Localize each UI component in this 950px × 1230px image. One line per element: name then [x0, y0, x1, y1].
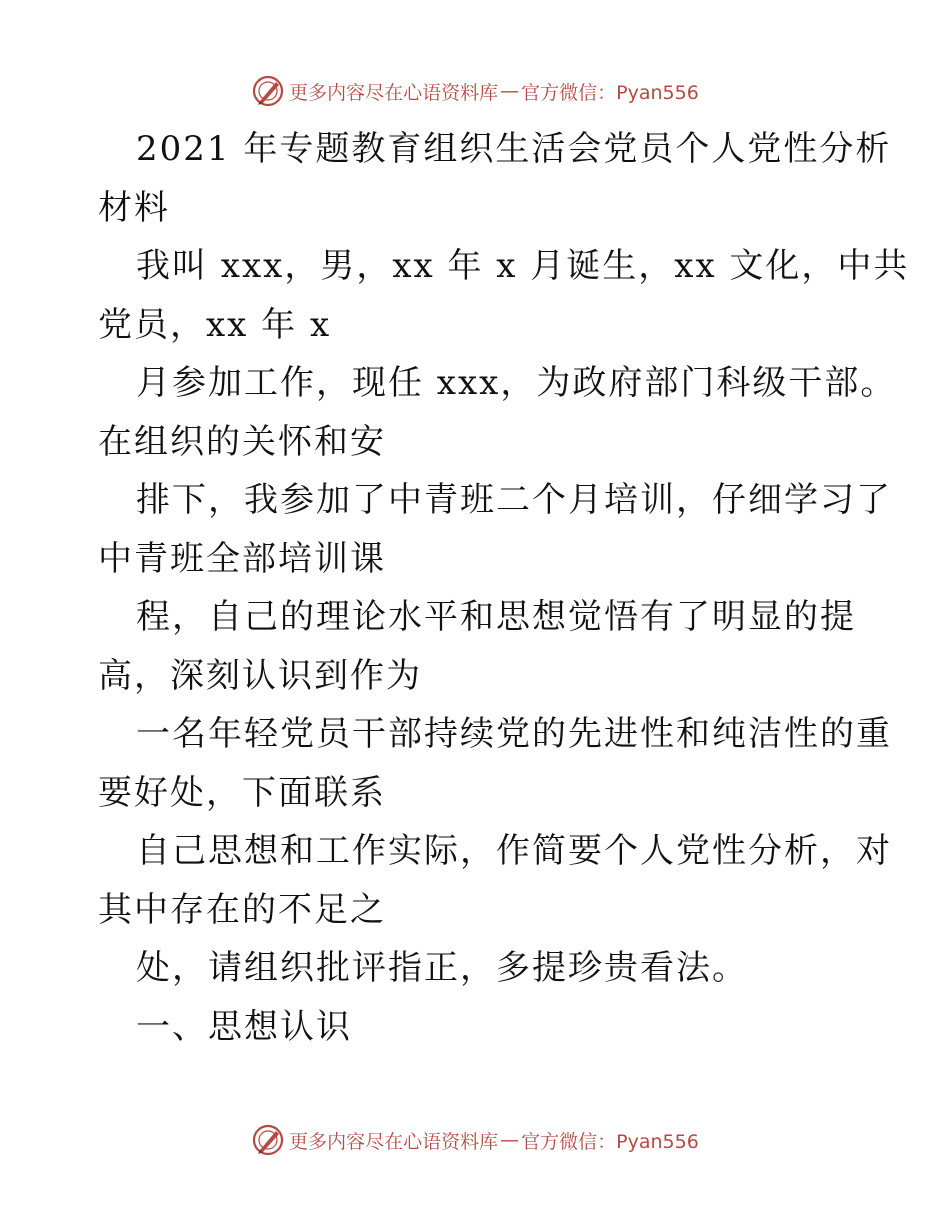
doc-line: 程，自己的理论水平和思想觉悟有了明显的提: [136, 597, 856, 637]
pen-logo-icon: [251, 1123, 285, 1157]
banner-separator: —: [500, 80, 520, 102]
banner-contact: 官方微信：Pyan556: [521, 81, 699, 104]
footer-watermark-banner: [0, 1120, 950, 1160]
section-heading: 一、思想认识: [136, 1006, 352, 1047]
doc-line: 高，深刻认识到作为: [98, 655, 422, 696]
doc-line: 材料: [98, 187, 170, 228]
doc-line: 自己思想和工作实际，作简要个人党性分析，对: [136, 831, 892, 871]
doc-line: 2021 年专题教育组织生活会党员个人党性分析: [136, 129, 892, 169]
doc-line: 排下，我参加了中青班二个月培训，仔细学习了: [136, 480, 892, 520]
banner-text: 更多内容尽在心语资料库: [289, 1130, 499, 1153]
doc-line: 党员，xx 年 x: [98, 304, 332, 345]
banner-separator: —: [500, 1129, 520, 1151]
doc-line: 要好处，下面联系: [98, 772, 386, 813]
doc-line: 处，请组织批评指正，多提珍贵看法。: [136, 948, 748, 988]
banner-text: 更多内容尽在心语资料库: [289, 81, 499, 104]
doc-line: 在组织的关怀和安: [98, 421, 386, 462]
banner-contact: 官方微信：Pyan556: [521, 1130, 699, 1153]
pen-logo-icon: [251, 74, 285, 108]
header-watermark-banner: [0, 71, 950, 111]
doc-line: 一名年轻党员干部持续党的先进性和纯洁性的重: [136, 714, 892, 754]
doc-line: 其中存在的不足之: [98, 889, 386, 930]
document-body: [98, 120, 910, 1056]
doc-line: 月参加工作，现任 xxx，为政府部门科级干部。: [136, 363, 897, 403]
doc-line: 中青班全部培训课: [98, 538, 386, 579]
doc-line: 我叫 xxx，男，xx 年 x 月诞生，xx 文化，中共: [136, 246, 910, 286]
